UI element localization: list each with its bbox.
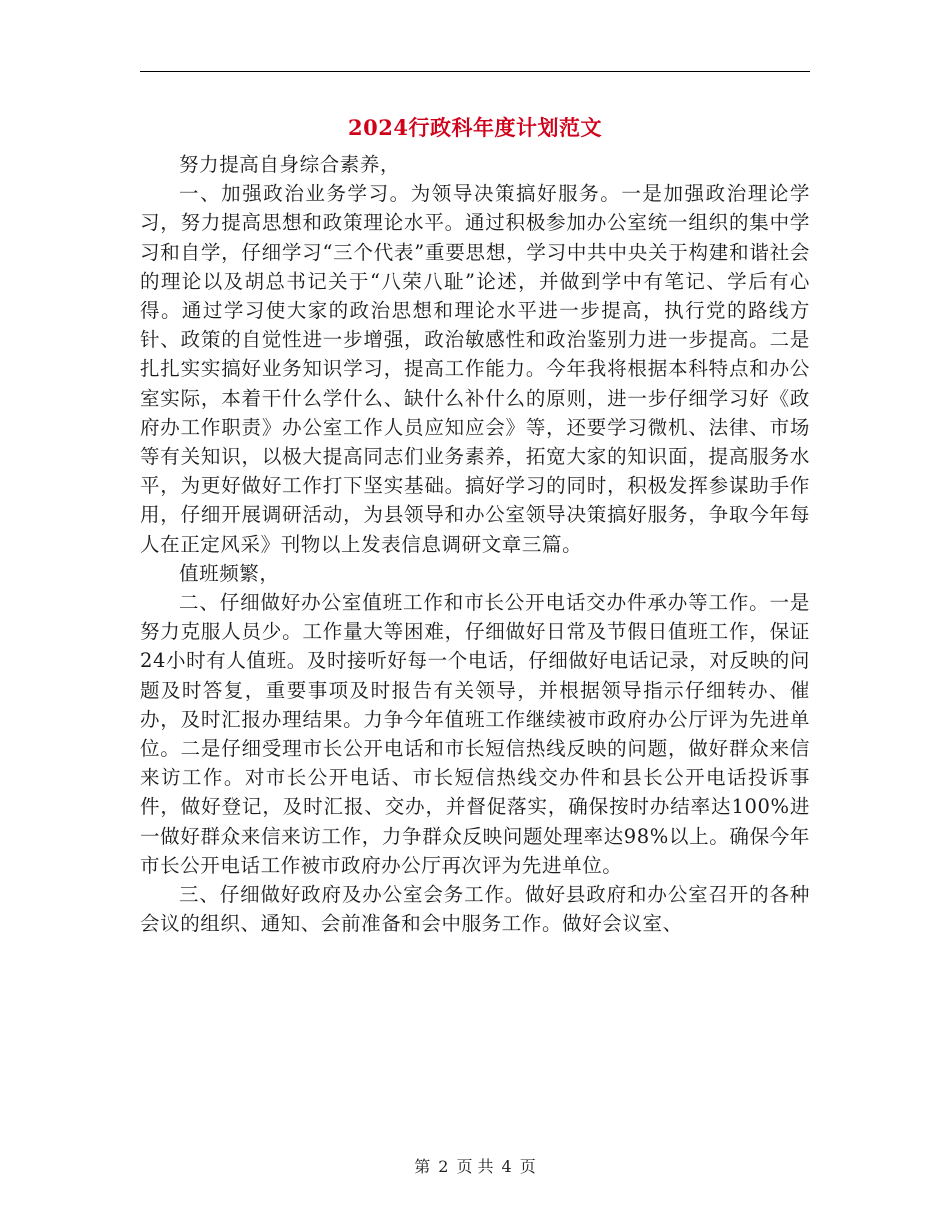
paragraph-2: 一、加强政治业务学习。为领导决策搞好服务。一是加强政治理论学习，努力提高思想和政策理论水平。通过积极参加办公室统一组织的集中学习和自学，仔细学习“三个代表”重要思想，学习中共中央关于构建和谐社会的理论以及胡总书记关于“八荣八耻”论述，并做到学中有笔记、学后有心得。通过学习使大家的政治思想和理论水平进一步提高，执行党的路线方针、政策的自觉性进一步增强，政治敏感性和政治鉴别力进一步提高。二是扎扎实实搞好业务知识学习，提高工作能力。今年我将根据本科特点和办公室实际，本着干什么学什么、缺什么补什么的原则，进一步仔细学习好《政府办工作职责》办公室工作人员应知应会》等，还要学习微机、法律、市场等有关知识，以极大提高同志们业务素养，拓宽大家的知识面，提高服务水平，为更好做好工作打下坚实基础。搞好学习的同时，积极发挥参谋助手作用，仔细开展调研活动，为县领导和办公室领导决策搞好服务，争取今年每人在正定风采》刊物以上发表信息调研文章三篇。 <box>140 182 810 556</box>
paragraph-4: 二、仔细做好办公室值班工作和市长公开电话交办件承办等工作。一是努力克服人员少。工作量大等困难，仔细做好日常及节假日值班工作，保证 24小时有人值班。及时接听好每一个电话，仔细做好电话记录，对反映的问题及时答复，重要事项及时报告有关领导，并根据领导指示仔细转办、催办，及时汇报办理结果。力争今年值班工作继续被市政府办公厅评为先进单位。二是仔细受理市长公开电话和市长短信热线反映的问题，做好群众来信来访工作。对市长公开电话、市长短信热线交办件和县长公开电话投诉事件，做好登记，及时汇报、交办，并督促落实，确保按时办结率达100%进一做好群众来信来访工作，力争群众反映问题处理率达98%以上。确保今年市长公开电话工作被市政府办公厅再次评为先进单位。 <box>140 591 810 877</box>
page-footer <box>0 1154 950 1177</box>
paragraph-5: 三、仔细做好政府及办公室会务工作。做好县政府和办公室召开的各种会议的组织、通知、会前准备和会中服务工作。做好会议室、 <box>140 883 810 936</box>
footer-page-number: 2 <box>438 1157 449 1176</box>
document-title: 2024行政科年度计划范文 <box>348 115 602 140</box>
footer-suffix: 页 <box>519 1157 536 1176</box>
footer-prefix: 第 <box>414 1157 431 1176</box>
footer-middle: 页 共 <box>456 1157 494 1176</box>
document-body <box>140 150 810 938</box>
footer-total-pages: 4 <box>501 1157 512 1176</box>
header-rule <box>140 71 810 72</box>
paragraph-1: 努力提高自身综合素养， <box>179 153 401 176</box>
paragraph-3: 值班频繁， <box>179 561 280 585</box>
